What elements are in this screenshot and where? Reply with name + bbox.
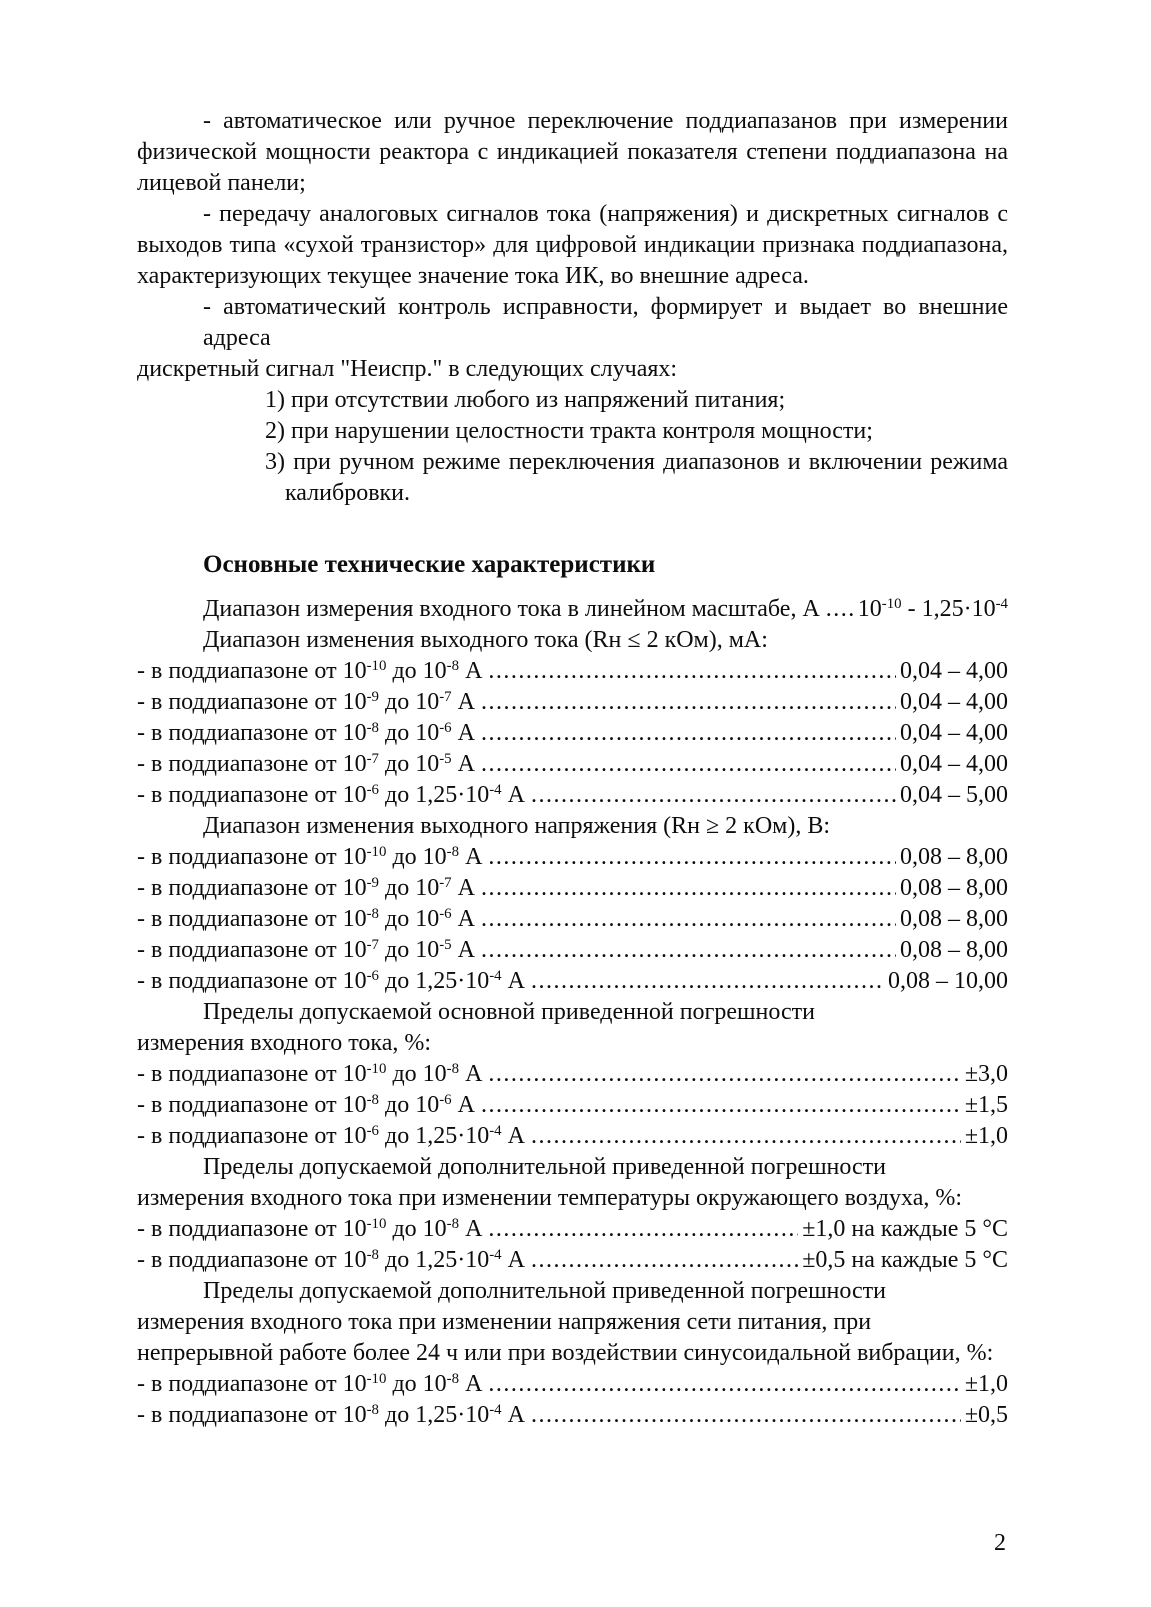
dot-leader <box>481 935 896 966</box>
dot-leader <box>488 1369 960 1400</box>
spec-value: 0,04 – 4,00 <box>900 689 1008 715</box>
spec-row <box>137 1400 1008 1431</box>
spec-list <box>137 594 1008 1431</box>
spec-value: 0,08 – 10,00 <box>888 968 1008 994</box>
spec-row <box>137 873 1008 904</box>
spec-text-line: измерения входного тока при изменении температуры окружающего воздуха, %: <box>137 1185 963 1211</box>
spec-text-line: Пределы допускаемой основной приведенной погрешности <box>203 999 815 1025</box>
spec-label: - в поддиапазоне от $10^{-8}$ до $1,25\cdot 10^{-4}$ А <box>137 1401 525 1428</box>
spec-row <box>137 904 1008 935</box>
spec-text-line: Диапазон изменения выходного напряжения (Rн ≥ 2 кОм), В: <box>203 813 830 839</box>
spec-row <box>137 656 1008 687</box>
spec-value: ±1,5 <box>964 1092 1008 1118</box>
spec-row <box>137 1245 1008 1276</box>
spec-label: - в поддиапазоне от $10^{-10}$ до $10^{-8}$ А <box>137 657 483 684</box>
spec-label: - в поддиапазоне от $10^{-9}$ до $10^{-7}$ А <box>137 874 475 901</box>
dot-leader <box>826 594 854 625</box>
paragraph-line: - передачу аналоговых сигналов тока (напряжения) и дискретных сигналов с <box>203 201 1008 227</box>
spec-row <box>137 1214 1008 1245</box>
spec-row <box>137 1369 1008 1400</box>
spec-label: Диапазон измерения входного тока в линейном масштабе, А <box>203 596 820 622</box>
spec-row <box>137 842 1008 873</box>
spec-label: - в поддиапазоне от $10^{-6}$ до $1,25\cdot 10^{-4}$ А <box>137 967 525 994</box>
list-item <box>137 447 1008 509</box>
spec-value: $10^{-10} - 1,25\cdot 10^{-4}$ <box>857 595 1008 622</box>
spec-value: ±1,0 на каждые 5 °С <box>802 1216 1008 1242</box>
spec-text-line: измерения входного тока, %: <box>137 1030 432 1056</box>
spec-text-line: Пределы допускаемой дополнительной приведенной погрешности <box>203 1278 886 1304</box>
spec-label: - в поддиапазоне от $10^{-8}$ до $1,25\cdot 10^{-4}$ А <box>137 1246 525 1273</box>
spec-value: 0,04 – 4,00 <box>900 751 1008 777</box>
dot-leader <box>531 780 896 811</box>
paragraph-line: - автоматическое или ручное переключение поддиапазанов при измерении <box>203 108 1008 134</box>
dot-leader <box>481 904 896 935</box>
spec-row <box>137 594 1008 625</box>
list-item-line: 1) при отсутствии любого из напряжений питания; <box>265 387 786 413</box>
spec-row <box>137 749 1008 780</box>
spec-row <box>137 780 1008 811</box>
spec-value: ±0,5 на каждые 5 °С <box>802 1247 1008 1273</box>
spec-value: 0,08 – 8,00 <box>900 875 1008 901</box>
spec-label: - в поддиапазоне от $10^{-8}$ до $10^{-6}$ А <box>137 719 475 746</box>
paragraph-line: лицевой панели; <box>137 170 306 196</box>
paragraph <box>137 106 1008 199</box>
spec-label: - в поддиапазоне от $10^{-10}$ до $10^{-8}$ А <box>137 843 483 870</box>
list-item <box>137 385 1008 416</box>
dot-leader <box>488 656 896 687</box>
dot-leader <box>488 1214 798 1245</box>
spec-label: - в поддиапазоне от $10^{-10}$ до $10^{-8}$ А <box>137 1370 483 1397</box>
spec-label: - в поддиапазоне от $10^{-7}$ до $10^{-5}$ А <box>137 750 475 777</box>
paragraph-line: дискретный сигнал "Неиспр." в следующих случаях: <box>137 356 678 382</box>
spec-label: - в поддиапазоне от $10^{-8}$ до $10^{-6}$ А <box>137 1091 475 1118</box>
spec-label: - в поддиапазоне от $10^{-7}$ до $10^{-5}$ А <box>137 936 475 963</box>
spec-row <box>137 687 1008 718</box>
spec-label: - в поддиапазоне от $10^{-6}$ до $1,25\cdot 10^{-4}$ А <box>137 1122 525 1149</box>
spec-value: 0,08 – 8,00 <box>900 906 1008 932</box>
spec-value: ±1,0 <box>964 1371 1008 1397</box>
spec-row <box>137 966 1008 997</box>
dot-leader <box>481 873 896 904</box>
dot-leader <box>481 749 896 780</box>
spec-row <box>137 718 1008 749</box>
spec-value: ±1,0 <box>964 1123 1008 1149</box>
dot-leader <box>488 1059 960 1090</box>
page-content <box>137 106 1008 1431</box>
dot-leader <box>488 842 896 873</box>
dot-leader <box>481 687 896 718</box>
dot-leader <box>531 1121 961 1152</box>
paragraph-line: - автоматический контроль исправности, формирует и выдает во внешние адреса <box>203 294 1008 351</box>
spec-label: - в поддиапазоне от $10^{-10}$ до $10^{-8}$ А <box>137 1060 483 1087</box>
spec-value: ±3,0 <box>964 1061 1008 1087</box>
dot-leader <box>531 1400 961 1431</box>
spec-row <box>137 1090 1008 1121</box>
spec-value: 0,04 – 4,00 <box>900 658 1008 684</box>
spec-text-line: Пределы допускаемой дополнительной приведенной погрешности <box>203 1154 886 1180</box>
list-item-line: 3) при ручном режиме переключения диапазонов и включении режима <box>265 449 1008 475</box>
spec-label: - в поддиапазоне от $10^{-9}$ до $10^{-7}$ А <box>137 688 475 715</box>
spec-row <box>137 1059 1008 1090</box>
spec-value: 0,04 – 4,00 <box>900 720 1008 746</box>
spec-value: 0,04 – 5,00 <box>900 782 1008 808</box>
spec-text-line: непрерывной работе более 24 ч или при воздействии синусоидальной вибрации, %: <box>137 1340 994 1366</box>
section-heading: Основные технические характеристики <box>203 551 656 578</box>
paragraph-line: физической мощности реактора с индикацией показателя степени поддиапазона на <box>137 139 1008 165</box>
spec-row <box>137 935 1008 966</box>
paragraph-line: выходов типа «сухой транзистор» для цифровой индикации признака поддиапазона, <box>137 232 1008 258</box>
spec-value: ±0,5 <box>964 1402 1008 1428</box>
spec-label: - в поддиапазоне от $10^{-6}$ до $1,25\cdot 10^{-4}$ А <box>137 781 525 808</box>
dot-leader <box>531 966 884 997</box>
paragraph-line: характеризующих текущее значение тока ИК, во внешние адреса. <box>137 263 809 289</box>
spec-value: 0,08 – 8,00 <box>900 937 1008 963</box>
spec-row <box>137 1121 1008 1152</box>
list-item-line: 2) при нарушении целостности тракта контроля мощности; <box>265 418 873 444</box>
paragraph <box>137 199 1008 292</box>
list-item <box>137 416 1008 447</box>
fault-cases-list <box>137 385 1008 509</box>
spec-label: - в поддиапазоне от $10^{-10}$ до $10^{-8}$ А <box>137 1215 483 1242</box>
list-item-line: калибровки. <box>285 480 411 506</box>
dot-leader <box>481 718 896 749</box>
intro-paragraphs <box>137 106 1008 385</box>
dot-leader <box>481 1090 961 1121</box>
dot-leader <box>531 1245 798 1276</box>
paragraph <box>137 292 1008 385</box>
spec-label: - в поддиапазоне от $10^{-8}$ до $10^{-6}$ А <box>137 905 475 932</box>
page-number: 2 <box>994 1530 1006 1556</box>
spec-value: 0,08 – 8,00 <box>900 844 1008 870</box>
spec-text-line: Диапазон изменения выходного тока (Rн ≤ 2 кОм), мА: <box>203 627 768 653</box>
spec-text-line: измерения входного тока при изменении напряжения сети питания, при <box>137 1309 872 1335</box>
